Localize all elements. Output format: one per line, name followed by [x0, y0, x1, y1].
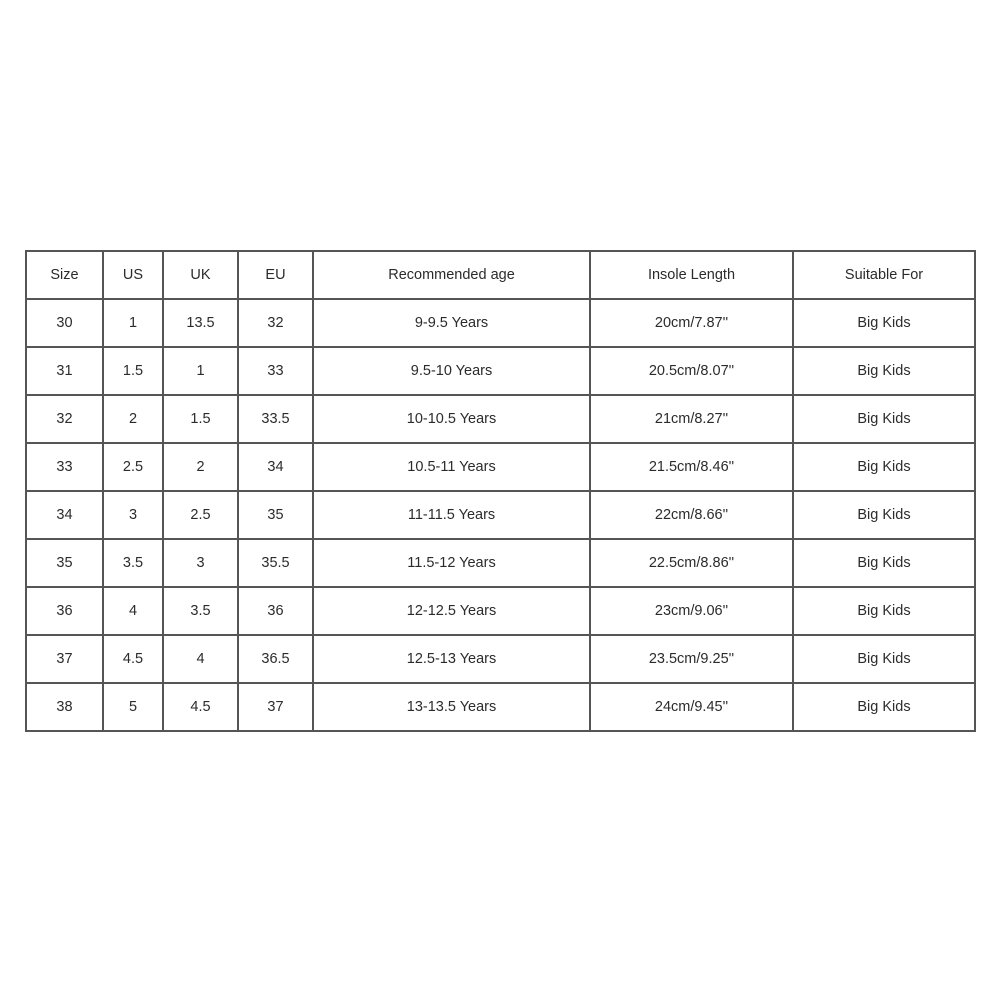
cell-suitable-for: Big Kids: [793, 683, 975, 731]
cell-eu: 33: [238, 347, 313, 395]
cell-eu: 35: [238, 491, 313, 539]
header-eu: EU: [238, 251, 313, 299]
cell-us: 3.5: [103, 539, 163, 587]
header-uk: UK: [163, 251, 238, 299]
cell-uk: 2: [163, 443, 238, 491]
cell-insole-length: 23.5cm/9.25'': [590, 635, 793, 683]
table-row: [26, 587, 975, 635]
cell-us: 3: [103, 491, 163, 539]
header-us: US: [103, 251, 163, 299]
cell-suitable-for: Big Kids: [793, 395, 975, 443]
cell-suitable-for: Big Kids: [793, 635, 975, 683]
header-suitable-for: Suitable For: [793, 251, 975, 299]
cell-recommended-age: 10-10.5 Years: [313, 395, 590, 443]
cell-insole-length: 24cm/9.45'': [590, 683, 793, 731]
cell-eu: 32: [238, 299, 313, 347]
cell-suitable-for: Big Kids: [793, 299, 975, 347]
cell-uk: 1.5: [163, 395, 238, 443]
cell-size: 30: [26, 299, 103, 347]
header-insole-length: Insole Length: [590, 251, 793, 299]
cell-us: 5: [103, 683, 163, 731]
cell-recommended-age: 12.5-13 Years: [313, 635, 590, 683]
cell-suitable-for: Big Kids: [793, 539, 975, 587]
cell-size: 33: [26, 443, 103, 491]
cell-recommended-age: 11.5-12 Years: [313, 539, 590, 587]
cell-eu: 35.5: [238, 539, 313, 587]
cell-eu: 36.5: [238, 635, 313, 683]
cell-eu: 36: [238, 587, 313, 635]
table-row: [26, 299, 975, 347]
cell-us: 2.5: [103, 443, 163, 491]
cell-insole-length: 22.5cm/8.86'': [590, 539, 793, 587]
cell-uk: 4.5: [163, 683, 238, 731]
cell-suitable-for: Big Kids: [793, 491, 975, 539]
table-row: [26, 395, 975, 443]
cell-eu: 37: [238, 683, 313, 731]
cell-size: 37: [26, 635, 103, 683]
cell-insole-length: 21cm/8.27'': [590, 395, 793, 443]
cell-us: 4.5: [103, 635, 163, 683]
cell-uk: 4: [163, 635, 238, 683]
cell-size: 38: [26, 683, 103, 731]
cell-recommended-age: 9-9.5 Years: [313, 299, 590, 347]
cell-size: 36: [26, 587, 103, 635]
cell-uk: 1: [163, 347, 238, 395]
cell-insole-length: 20.5cm/8.07'': [590, 347, 793, 395]
table-row: [26, 683, 975, 731]
cell-uk: 3.5: [163, 587, 238, 635]
cell-size: 34: [26, 491, 103, 539]
header-size: Size: [26, 251, 103, 299]
table-row: [26, 443, 975, 491]
cell-uk: 2.5: [163, 491, 238, 539]
cell-suitable-for: Big Kids: [793, 347, 975, 395]
cell-suitable-for: Big Kids: [793, 443, 975, 491]
cell-size: 32: [26, 395, 103, 443]
cell-recommended-age: 11-11.5 Years: [313, 491, 590, 539]
cell-insole-length: 20cm/7.87'': [590, 299, 793, 347]
cell-recommended-age: 12-12.5 Years: [313, 587, 590, 635]
cell-insole-length: 22cm/8.66'': [590, 491, 793, 539]
cell-us: 1.5: [103, 347, 163, 395]
cell-size: 35: [26, 539, 103, 587]
cell-size: 31: [26, 347, 103, 395]
cell-eu: 34: [238, 443, 313, 491]
header-recommended-age: Recommended age: [313, 251, 590, 299]
table-row: [26, 347, 975, 395]
cell-uk: 3: [163, 539, 238, 587]
cell-us: 1: [103, 299, 163, 347]
cell-us: 2: [103, 395, 163, 443]
header-row: [26, 251, 975, 299]
cell-recommended-age: 13-13.5 Years: [313, 683, 590, 731]
cell-suitable-for: Big Kids: [793, 587, 975, 635]
table-row: [26, 539, 975, 587]
table-row: [26, 635, 975, 683]
cell-insole-length: 21.5cm/8.46'': [590, 443, 793, 491]
cell-recommended-age: 10.5-11 Years: [313, 443, 590, 491]
cell-uk: 13.5: [163, 299, 238, 347]
cell-insole-length: 23cm/9.06'': [590, 587, 793, 635]
cell-us: 4: [103, 587, 163, 635]
cell-recommended-age: 9.5-10 Years: [313, 347, 590, 395]
table-row: [26, 491, 975, 539]
size-chart-table: [25, 250, 976, 732]
cell-eu: 33.5: [238, 395, 313, 443]
